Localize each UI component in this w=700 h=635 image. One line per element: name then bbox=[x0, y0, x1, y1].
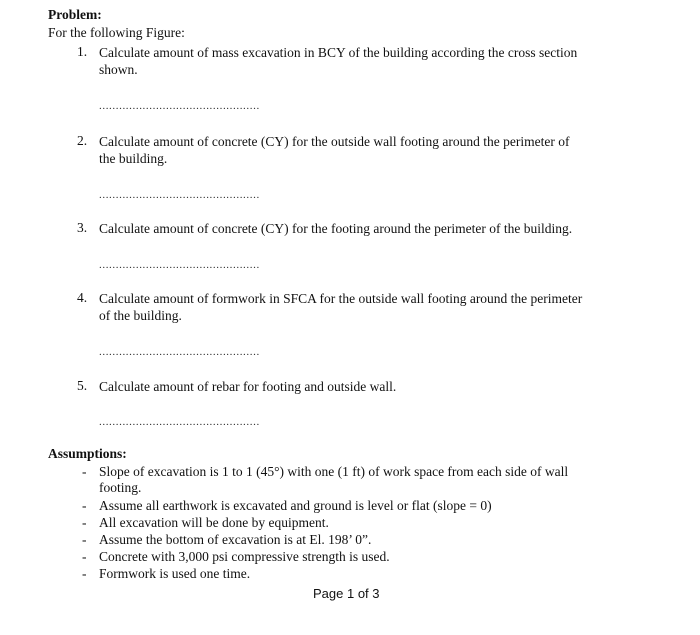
question-number: 4. bbox=[77, 290, 88, 305]
question-text-line1: Calculate amount of formwork in SFCA for the outside wall footing around the perimeter bbox=[99, 291, 583, 306]
question-number: 1. bbox=[77, 44, 88, 59]
question-number: 2. bbox=[77, 133, 88, 148]
answer-blank[interactable]: ................................................ bbox=[99, 416, 260, 428]
bullet-icon: - bbox=[82, 532, 87, 547]
assumption-text-line2: footing. bbox=[99, 480, 142, 495]
assumptions-heading: Assumptions: bbox=[48, 446, 127, 461]
assumption-text-line1: All excavation will be done by equipment. bbox=[99, 515, 329, 530]
question-text-line1: Calculate amount of concrete (CY) for the footing around the perimeter of the building. bbox=[99, 221, 573, 236]
page-number: Page 1 of 3 bbox=[313, 586, 380, 601]
question-text-line2: of the building. bbox=[99, 308, 182, 323]
problem-heading: Problem: bbox=[48, 7, 102, 22]
question-number: 5. bbox=[77, 378, 88, 393]
bullet-icon: - bbox=[82, 549, 87, 564]
answer-blank[interactable]: ................................................ bbox=[99, 100, 260, 112]
question-text-line2: the building. bbox=[99, 151, 168, 166]
assumption-text-line1: Assume the bottom of excavation is at El. 198’ 0”. bbox=[99, 532, 372, 547]
assumption-text-line1: Concrete with 3,000 psi compressive strength is used. bbox=[99, 549, 390, 564]
question-number: 3. bbox=[77, 220, 88, 235]
answer-blank[interactable]: ................................................ bbox=[99, 259, 260, 271]
question-text-line1: Calculate amount of rebar for footing and outside wall. bbox=[99, 379, 397, 394]
assumption-text-line1: Assume all earthwork is excavated and ground is level or flat (slope = 0) bbox=[99, 498, 492, 513]
question-text-line1: Calculate amount of concrete (CY) for the outside wall footing around the perimeter of bbox=[99, 134, 570, 149]
intro-text: For the following Figure: bbox=[48, 25, 185, 40]
bullet-icon: - bbox=[82, 566, 87, 581]
question-text-line2: shown. bbox=[99, 62, 138, 77]
bullet-icon: - bbox=[82, 515, 87, 530]
assumption-text-line1: Formwork is used one time. bbox=[99, 566, 251, 581]
answer-blank[interactable]: ................................................ bbox=[99, 346, 260, 358]
answer-blank[interactable]: ................................................ bbox=[99, 189, 260, 201]
assumption-text-line1: Slope of excavation is 1 to 1 (45°) with one (1 ft) of work space from each side of wall bbox=[99, 464, 569, 479]
bullet-icon: - bbox=[82, 464, 87, 479]
bullet-icon: - bbox=[82, 498, 87, 513]
question-text-line1: Calculate amount of mass excavation in BCY of the building according the cross section bbox=[99, 45, 578, 60]
